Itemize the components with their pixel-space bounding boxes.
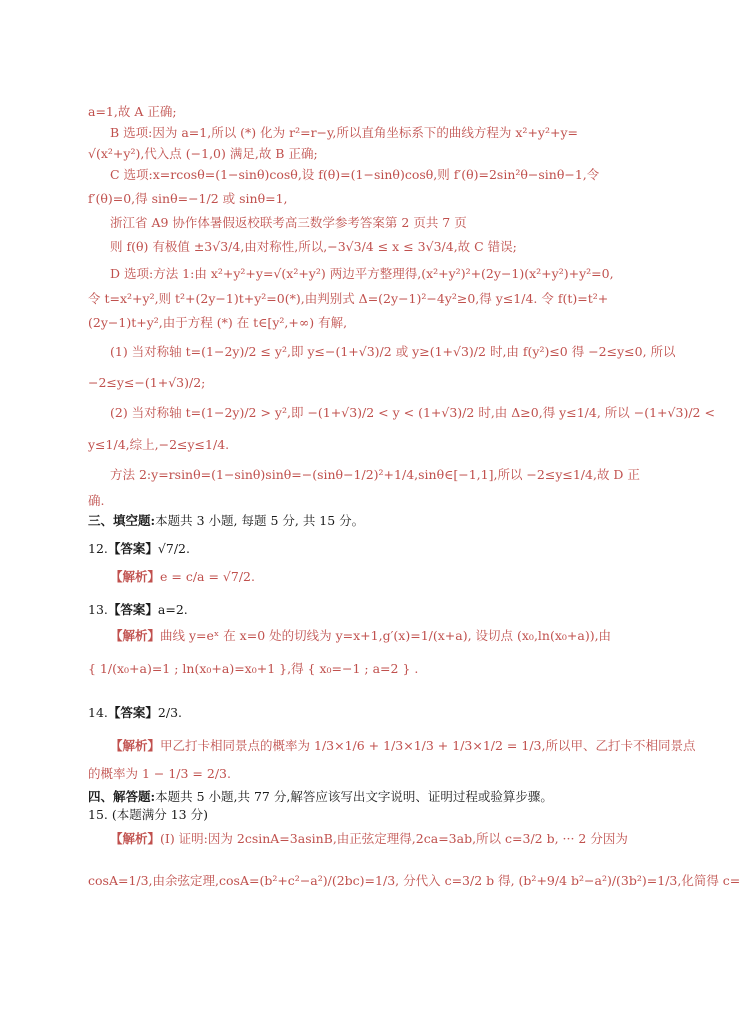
page-footer-line: 浙江省 A9 协作体暑假返校联考高三数学参考答案第 2 页共 7 页 (110, 215, 467, 230)
answer-tag: 【答案】 (107, 705, 158, 720)
analysis-tag: 【解析】 (110, 569, 161, 584)
analysis-text: (I) 证明:因为 2csinA=3asinB,由正弦定理得,2ca=3ab,所以 c=3/2 b, ··· 2 分因为 (160, 831, 628, 846)
question-answer (88, 601, 636, 619)
text-line: C 选项:x=rcosθ=(1−sinθ)cosθ,设 f(θ)=(1−sinθ)cosθ,则 f′(θ)=2sin²θ−sinθ−1,令 (110, 167, 600, 182)
equation-system (88, 660, 636, 678)
analysis-line (110, 627, 636, 645)
text-line: f′(θ)=0,得 sinθ=−1/2 或 sinθ=1, (88, 191, 288, 206)
section-header (88, 788, 636, 806)
answer-value: √7/2. (157, 541, 190, 556)
analysis-text: 曲线 y=eˣ 在 x=0 处的切线为 y=x+1,g′(x)=1/(x+a), 设切点 (x₀,ln(x₀+a)),由 (160, 628, 612, 643)
analysis-tag: 【解析】 (110, 628, 161, 643)
text-line: (1) 当对称轴 t=(1−2y)/2 ≤ y²,即 y≤−(1+√3)/2 或 y≥(1+√3)/2 时,由 f(y²)≤0 得 −2≤y≤0, 所以 (110, 344, 676, 359)
question-number: 13. (88, 602, 108, 617)
analysis-text: 甲乙打卡相同景点的概率为 1/3×1/6 + 1/3×1/3 + 1/3×1/2 = 1/3,所以甲、乙打卡不相同景点 (160, 738, 696, 753)
analysis-tag: 【解析】 (110, 738, 161, 753)
answer-tag: 【答案】 (107, 541, 158, 556)
text-line: (2) 当对称轴 t=(1−2y)/2 > y²,即 −(1+√3)/2 < y < (1+√3)/2 时,由 Δ≥0,得 y≤1/4, 所以 −(1+√3)/2 < (110, 405, 715, 420)
text-line: 令 t=x²+y²,则 t²+(2y−1)t+y²=0(*),由判别式 Δ=(2y−1)²−4y²≥0,得 y≤1/4. 令 f(t)=t²+ (88, 291, 609, 306)
section-text: 本题共 5 小题,共 77 分,解答应该写出文字说明、证明过程或验算步骤。 (155, 789, 553, 804)
section-header (88, 512, 636, 530)
section-text: 本题共 3 小题, 每题 5 分, 共 15 分。 (155, 513, 365, 528)
text-line: 确. (88, 493, 105, 508)
section-label: 三、填空题: (88, 513, 156, 528)
text-line: a=1,故 A 正确; (88, 104, 177, 119)
analysis-line (110, 568, 636, 586)
analysis-line (110, 737, 696, 755)
system-right: ,得 { x₀=−1 ; a=2 } . (287, 661, 419, 676)
question-answer (88, 704, 636, 722)
analysis-line: 的概率为 1 − 1/3 = 2/3. (88, 766, 231, 781)
section-label: 四、解答题: (88, 789, 156, 804)
analysis-text: e = c/a = √7/2. (160, 569, 255, 584)
system-left: { 1/(x₀+a)=1 ; ln(x₀+a)=x₀+1 } (88, 661, 288, 676)
question-number: 12. (88, 541, 108, 556)
question-header: 15. (本题满分 13 分) (88, 807, 208, 822)
analysis-line (110, 830, 636, 848)
text-line: B 选项:因为 a=1,所以 (*) 化为 r²=r−y,所以直角坐标系下的曲线方程为 x²+y²+y= (110, 125, 578, 140)
text-line: 方法 2:y=rsinθ=(1−sinθ)sinθ=−(sinθ−1/2)²+1/4,sinθ∈[−1,1],所以 −2≤y≤1/4,故 D 正 (110, 467, 640, 482)
question-answer (88, 540, 636, 558)
text-line: −2≤y≤−(1+√3)/2; (88, 375, 206, 390)
text-line: D 选项:方法 1:由 x²+y²+y=√(x²+y²) 两边平方整理得,(x²+y²)²+(2y−1)(x²+y²)+y²=0, (110, 266, 614, 281)
analysis-line: cosA=1/3,由余弦定理,cosA=(b²+c²−a²)/(2bc)=1/3, 分代入 c=3/2 b 得, (b²+9/4 b²−a²)/(3b²)=1/3,化简得 c= (88, 873, 740, 888)
answer-tag: 【答案】 (107, 602, 158, 617)
text-line: y≤1/4,综上,−2≤y≤1/4. (88, 437, 230, 452)
answer-value: a=2. (157, 602, 188, 617)
text-line: (2y−1)t+y²,由于方程 (*) 在 t∈[y²,+∞) 有解, (88, 315, 348, 330)
text-line: 则 f(θ) 有极值 ±3√3/4,由对称性,所以,−3√3/4 ≤ x ≤ 3√3/4,故 C 错误; (110, 239, 517, 254)
question-number: 14. (88, 705, 108, 720)
analysis-tag: 【解析】 (110, 831, 161, 846)
text-line: √(x²+y²),代入点 (−1,0) 满足,故 B 正确; (88, 146, 318, 161)
answer-value: 2/3. (157, 705, 182, 720)
